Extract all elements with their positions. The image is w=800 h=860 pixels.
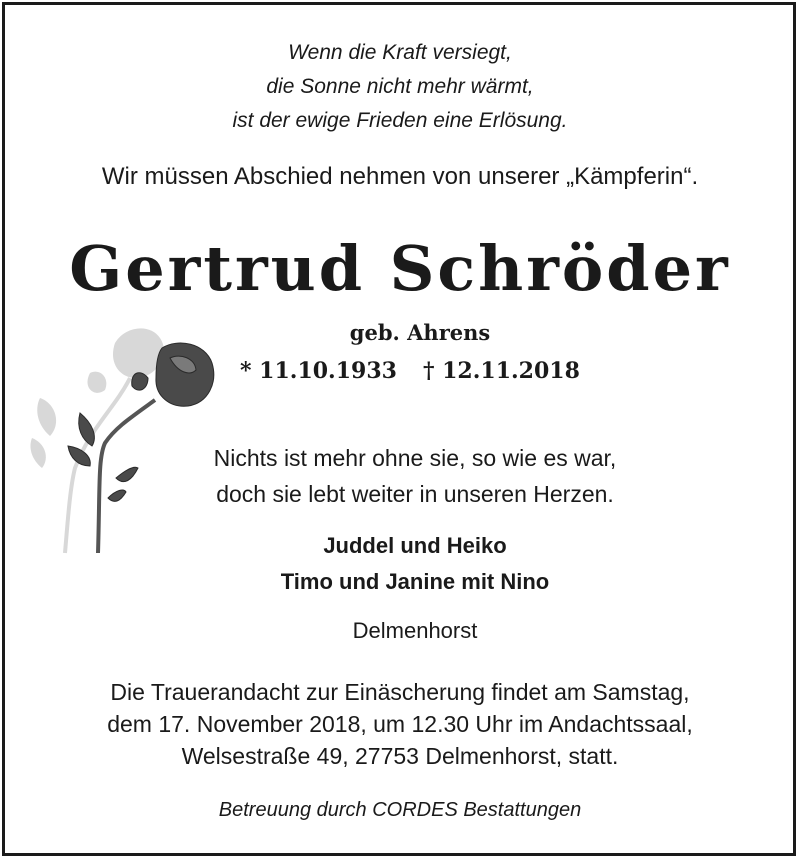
service-notice [0, 676, 800, 772]
life-dates [240, 358, 620, 384]
birth-date: * 11.10.1933 [240, 358, 397, 384]
death-date: † 12.11.2018 [422, 358, 580, 384]
quote-line: doch sie lebt weiter in unseren Herzen. [216, 481, 614, 507]
poem-line: ist der ewige Frieden eine Erlösung. [232, 109, 568, 132]
poem [0, 36, 800, 138]
notice-line: Die Trauerandacht zur Einäscherung findet am Samstag, [110, 679, 690, 705]
city: Delmenhorst [352, 618, 478, 643]
deceased-name: Gertrud Schröder [69, 232, 731, 305]
mourners-list [120, 528, 710, 600]
poem-line: die Sonne nicht mehr wärmt, [266, 75, 534, 98]
mourner: Timo und Janine mit Nino [280, 569, 550, 594]
farewell-text: Wir müssen Abschied nehmen von unserer „Kämpferin“. [101, 163, 699, 190]
mourner: Juddel und Heiko [323, 533, 507, 558]
quote-line: Nichts ist mehr ohne sie, so wie es war, [213, 445, 617, 471]
maiden-name: geb. Ahrens [349, 320, 491, 345]
poem-line: Wenn die Kraft versiegt, [288, 41, 512, 64]
notice-line: dem 17. November 2018, um 12.30 Uhr im Andachtssaal, [107, 711, 693, 737]
memorial-quote [120, 440, 710, 512]
funeral-home-credit: Betreuung durch CORDES Bestattungen [218, 799, 582, 821]
notice-line: Welsestraße 49, 27753 Delmenhorst, statt. [181, 743, 619, 769]
